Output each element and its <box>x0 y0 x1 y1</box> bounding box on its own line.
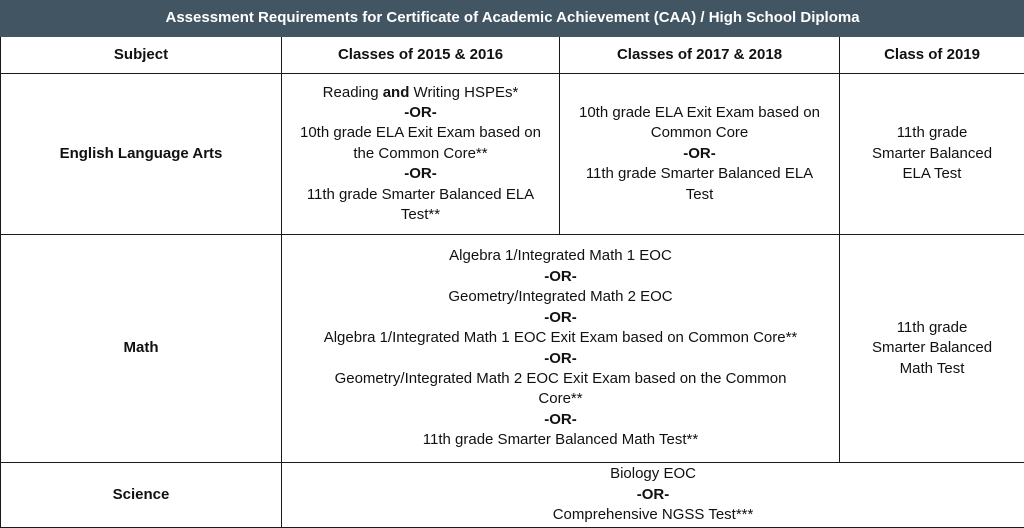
or-separator: -OR- <box>544 267 577 285</box>
header-classes-2017-2018: Classes of 2017 & 2018 <box>560 37 840 74</box>
math-option-5: 11th grade Smarter Balanced Math Test** <box>422 431 699 449</box>
or-separator: -OR- <box>544 308 577 326</box>
table-title: Assessment Requirements for Certificate of Academic Achievement (CAA) / High School Diploma <box>1 1 1024 37</box>
ela-2019-line-3: ELA Test <box>902 165 962 183</box>
ela-2019-line-2: Smarter Balanced <box>871 144 993 162</box>
subject-science: Science <box>1 463 282 528</box>
math-class-2019-cell <box>840 235 1024 463</box>
row-english-language-arts <box>1 74 1024 235</box>
ela-2015-opt1-and: and <box>382 83 410 101</box>
science-all-classes-cell <box>282 463 1024 528</box>
ela-2015-option-3-line-1: 11th grade Smarter Balanced ELA <box>306 185 535 203</box>
subject-math: Math <box>1 235 282 463</box>
ela-2015-option-2-line-1: 10th grade ELA Exit Exam based on <box>300 124 541 142</box>
science-option-1: Biology EOC <box>610 465 696 483</box>
math-2019-line-3: Math Test <box>899 359 965 377</box>
row-math <box>1 235 1024 463</box>
math-option-1: Algebra 1/Integrated Math 1 EOC <box>449 247 672 265</box>
or-separator: -OR- <box>683 144 716 162</box>
science-option-2: Comprehensive NGSS Test*** <box>552 506 754 524</box>
ela-2017-option-1-line-1: 10th grade ELA Exit Exam based on <box>579 103 820 121</box>
math-2019-line-1: 11th grade <box>896 318 968 336</box>
ela-2017-option-2-line-2: Test <box>685 185 714 203</box>
math-option-2: Geometry/Integrated Math 2 EOC <box>448 288 673 306</box>
subject-ela: English Language Arts <box>1 74 282 235</box>
ela-2019-line-1: 11th grade <box>896 124 968 142</box>
table-title-row <box>1 1 1024 37</box>
or-separator: -OR- <box>544 349 577 367</box>
row-science <box>1 463 1024 528</box>
math-option-4-line-2: Core** <box>538 390 583 408</box>
math-option-4-line-1: Geometry/Integrated Math 2 EOC Exit Exam based on the Common <box>334 369 787 387</box>
or-separator: -OR- <box>636 485 670 503</box>
ela-2015-opt1-post: Writing HSPEs* <box>409 83 519 101</box>
math-classes-2015-2018-cell <box>282 235 840 463</box>
or-separator: -OR- <box>404 165 437 183</box>
or-separator: -OR- <box>544 410 577 428</box>
ela-classes-2015-2016-cell <box>282 74 560 235</box>
ela-2015-option-3-line-2: Test** <box>400 206 441 224</box>
math-option-3: Algebra 1/Integrated Math 1 EOC Exit Exam based on Common Core** <box>323 329 798 347</box>
ela-2017-option-1-line-2: Common Core <box>650 124 749 142</box>
ela-2015-option-1 <box>288 83 553 103</box>
header-classes-2015-2016: Classes of 2015 & 2016 <box>282 37 560 74</box>
ela-class-2019-cell <box>840 74 1024 235</box>
ela-2015-opt1-pre: Reading <box>322 83 383 101</box>
ela-2015-option-2-line-2: the Common Core** <box>353 144 488 162</box>
ela-2017-option-2-line-1: 11th grade Smarter Balanced ELA <box>585 165 814 183</box>
header-class-2019: Class of 2019 <box>840 37 1024 74</box>
column-header-row <box>1 37 1024 74</box>
header-subject: Subject <box>1 37 282 74</box>
ela-classes-2017-2018-cell <box>560 74 840 235</box>
math-2019-line-2: Smarter Balanced <box>871 339 993 357</box>
or-separator: -OR- <box>404 103 437 121</box>
